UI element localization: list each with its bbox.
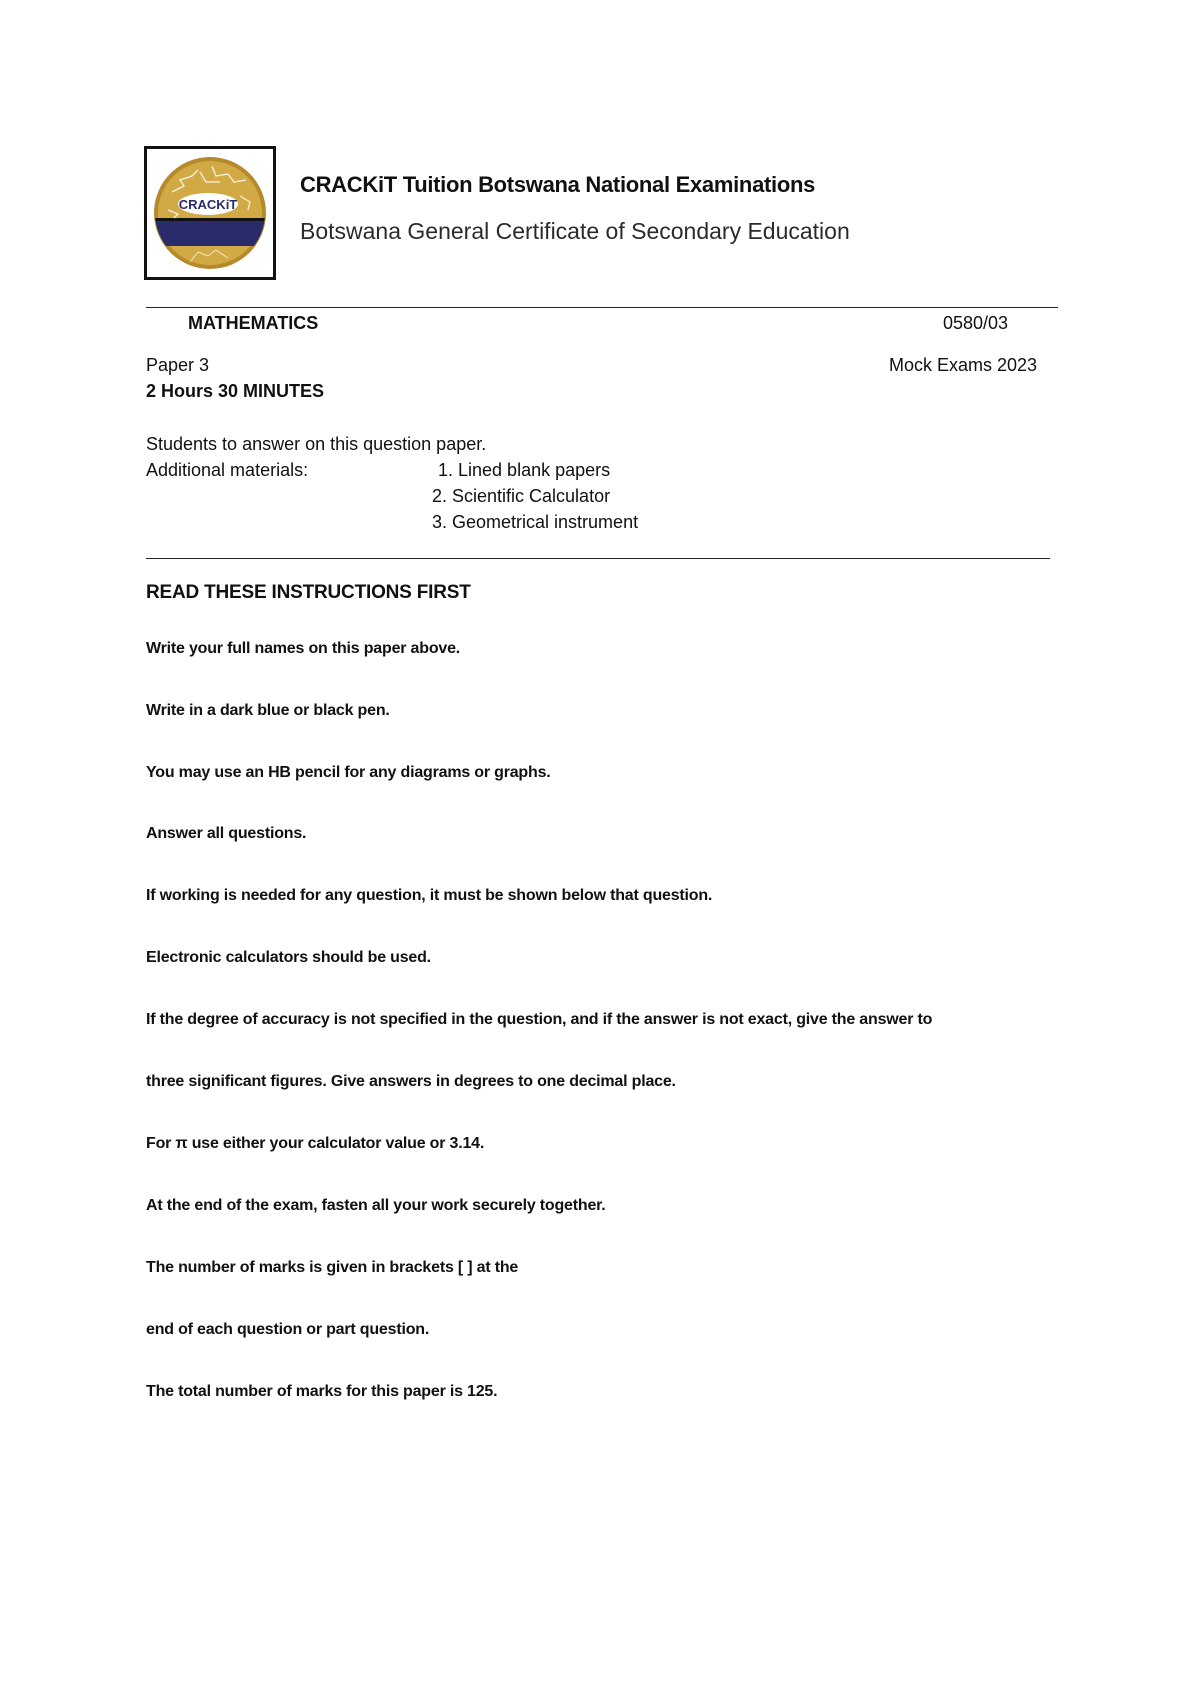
subject-name: MATHEMATICS xyxy=(188,313,319,333)
logo-text: CRACKiT xyxy=(178,197,238,212)
instruction-line: At the end of the exam, fasten all your work securely together. xyxy=(146,1197,606,1214)
instruction-line: end of each question or part question. xyxy=(146,1321,430,1338)
answer-note: Students to answer on this question paper. xyxy=(146,434,487,454)
material-item: 1. Lined blank papers xyxy=(438,460,611,480)
additional-materials-label: Additional materials: xyxy=(146,460,309,480)
org-title: CRACKiT Tuition Botswana National Examinations xyxy=(300,172,816,197)
exam-session: Mock Exams 2023 xyxy=(889,355,1038,375)
instruction-line: The total number of marks for this paper is 125. xyxy=(146,1383,498,1400)
material-item: 3. Geometrical instrument xyxy=(432,512,639,532)
instruction-line: If the degree of accuracy is not specified in the question, and if the answer is not exact, give the answer to xyxy=(146,1011,933,1028)
exam-duration: 2 Hours 30 MINUTES xyxy=(146,381,325,401)
instruction-line: Electronic calculators should be used. xyxy=(146,949,431,966)
org-subtitle: Botswana General Certificate of Secondary Education xyxy=(300,218,850,244)
paper-code: 0580/03 xyxy=(943,313,1009,333)
crackit-logo xyxy=(144,146,276,280)
header-divider xyxy=(146,307,1058,308)
material-item: 2. Scientific Calculator xyxy=(432,486,611,506)
instruction-line: Answer all questions. xyxy=(146,825,307,842)
instruction-line: For π use either your calculator value or 3.14. xyxy=(146,1135,485,1152)
instruction-line: Write your full names on this paper above. xyxy=(146,640,461,657)
materials-divider xyxy=(146,558,1050,559)
paper-number: Paper 3 xyxy=(146,355,210,375)
instruction-line: If working is needed for any question, it must be shown below that question. xyxy=(146,887,713,904)
instruction-line: The number of marks is given in brackets [ ] at the xyxy=(146,1259,519,1276)
instruction-line: Write in a dark blue or black pen. xyxy=(146,702,390,719)
crackit-logo-graphic xyxy=(150,152,270,274)
instructions-heading: READ THESE INSTRUCTIONS FIRST xyxy=(146,582,471,603)
instruction-line: You may use an HB pencil for any diagrams or graphs. xyxy=(146,764,551,781)
instruction-line: three significant figures. Give answers in degrees to one decimal place. xyxy=(146,1073,676,1090)
